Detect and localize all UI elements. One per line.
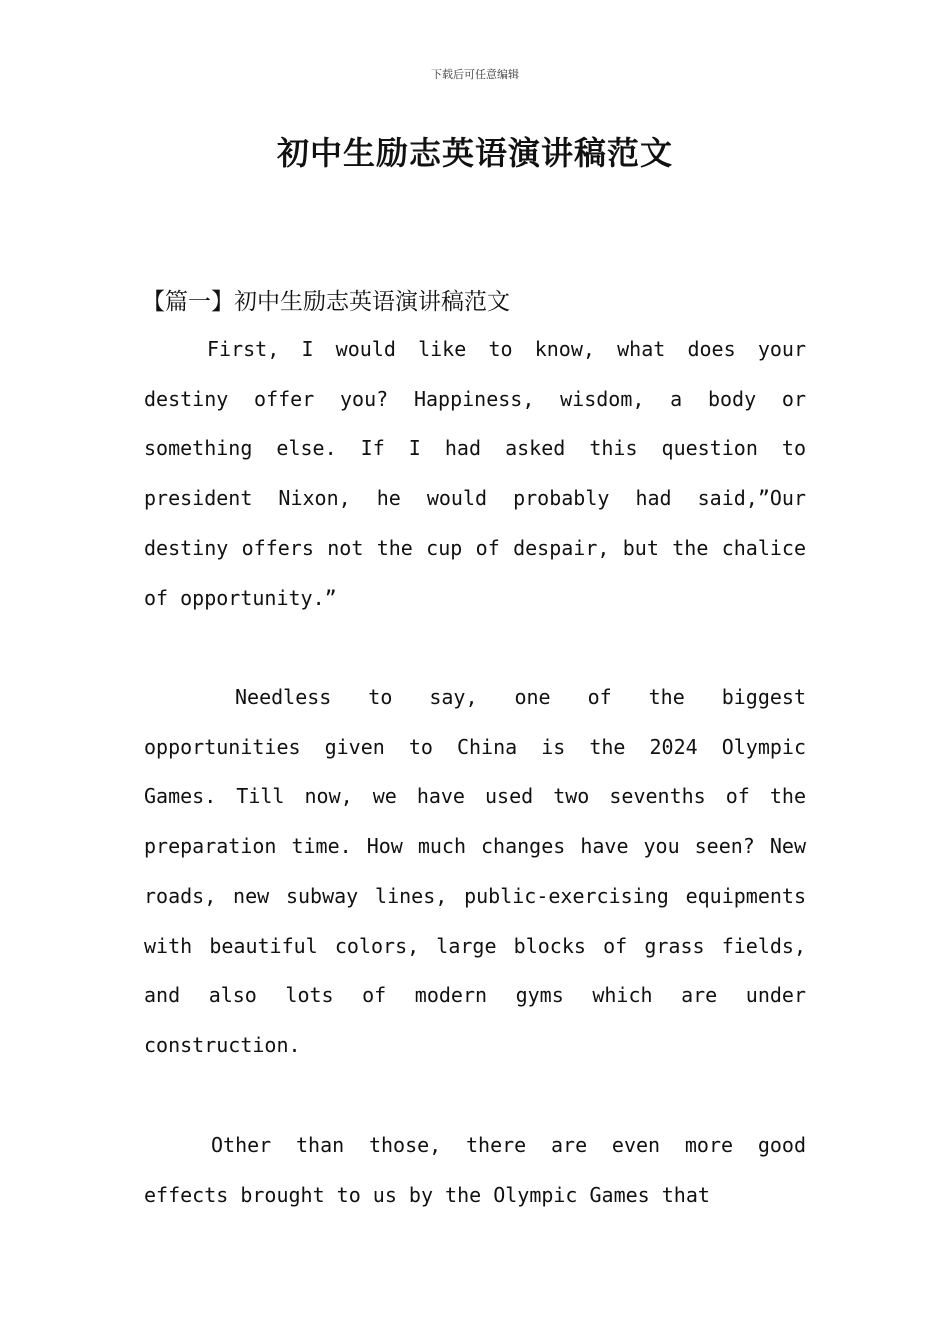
paragraph-1: First, I would like to know, what does your destiny offer you? Happiness, wisdom, a body or something else. If I had asked this question to president Nixon, he would probably had said,”Our destiny offers not the cup of despair, but the chalice of opportunity.”	[144, 337, 806, 610]
document-title: 初中生励志英语演讲稿范文	[276, 134, 673, 172]
header-note: 下载后可任意编辑	[431, 68, 519, 81]
paragraph-3: Other than those, there are even more good effects brought to us by the Olympic Games that	[144, 1133, 806, 1207]
paragraph-2: Needless to say, one of the biggest opportunities given to China is the 2024 Olympic Games. Till now, we have used two sevenths of the preparation time. How much changes have you seen? New roads, new subway lines, public-exercising equipments with beautiful colors, large blocks of grass fields, and also lots of modern gyms which are under construction.	[144, 685, 806, 1057]
section-heading: 【篇一】初中生励志英语演讲稿范文	[142, 289, 510, 315]
